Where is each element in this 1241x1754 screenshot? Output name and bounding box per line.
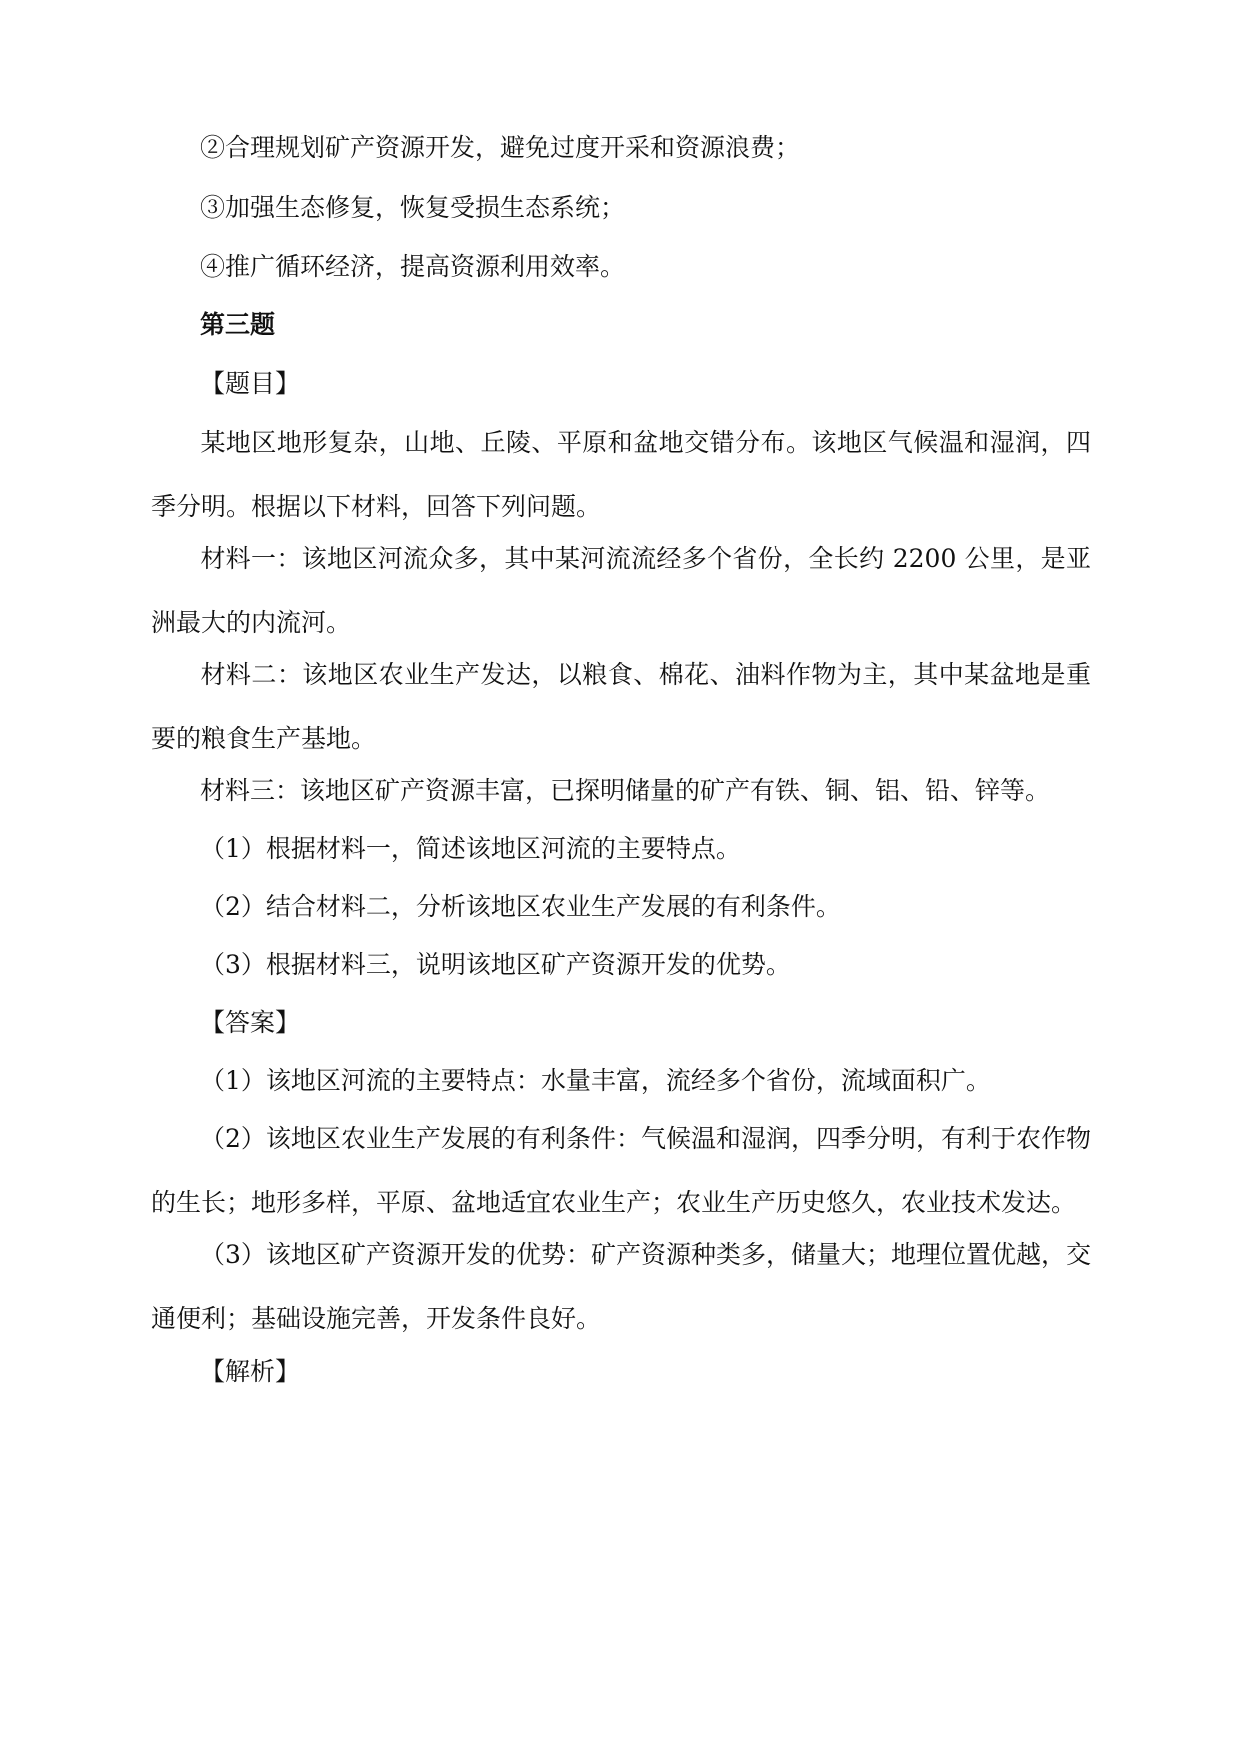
measure-item-3: ③加强生态修复，恢复受损生态系统； — [200, 193, 626, 222]
material-one: 材料一：该地区河流众多，其中某河流流经多个省份，全长约 2200 公里，是亚洲最大的内流河。 — [151, 544, 1091, 637]
measure-item-4: ④推广循环经济，提高资源利用效率。 — [200, 252, 626, 281]
answer-1: （1）该地区河流的主要特点：水量丰富，流经多个省份，流域面积广。 — [200, 1066, 991, 1095]
measure-item-2: ②合理规划矿产资源开发，避免过度开采和资源浪费； — [200, 133, 801, 162]
answer-3: （3）该地区矿产资源开发的优势：矿产资源种类多，储量大；地理位置优越，交通便利；基础设施完善，开发条件良好。 — [151, 1240, 1091, 1333]
question-1: （1）根据材料一，简述该地区河流的主要特点。 — [200, 834, 741, 863]
section-title: 第三题 — [200, 310, 276, 339]
analysis-label: 【解析】 — [200, 1357, 301, 1386]
question-3: （3）根据材料三，说明该地区矿产资源开发的优势。 — [200, 950, 791, 979]
material-two: 材料二：该地区农业生产发达，以粮食、棉花、油料作物为主，其中某盆地是重要的粮食生产基地。 — [151, 660, 1091, 753]
question-intro: 某地区地形复杂，山地、丘陵、平原和盆地交错分布。该地区气候温和湿润，四季分明。根据以下材料，回答下列问题。 — [151, 428, 1091, 521]
material-three: 材料三：该地区矿产资源丰富，已探明储量的矿产有铁、铜、铝、铅、锌等。 — [200, 776, 1051, 805]
answer-2: （2）该地区农业生产发展的有利条件：气候温和湿润，四季分明，有利于农作物的生长；地形多样，平原、盆地适宜农业生产；农业生产历史悠久，农业技术发达。 — [151, 1124, 1091, 1217]
question-label: 【题目】 — [200, 369, 301, 398]
answer-label: 【答案】 — [200, 1008, 301, 1037]
question-2: （2）结合材料二，分析该地区农业生产发展的有利条件。 — [200, 892, 841, 921]
